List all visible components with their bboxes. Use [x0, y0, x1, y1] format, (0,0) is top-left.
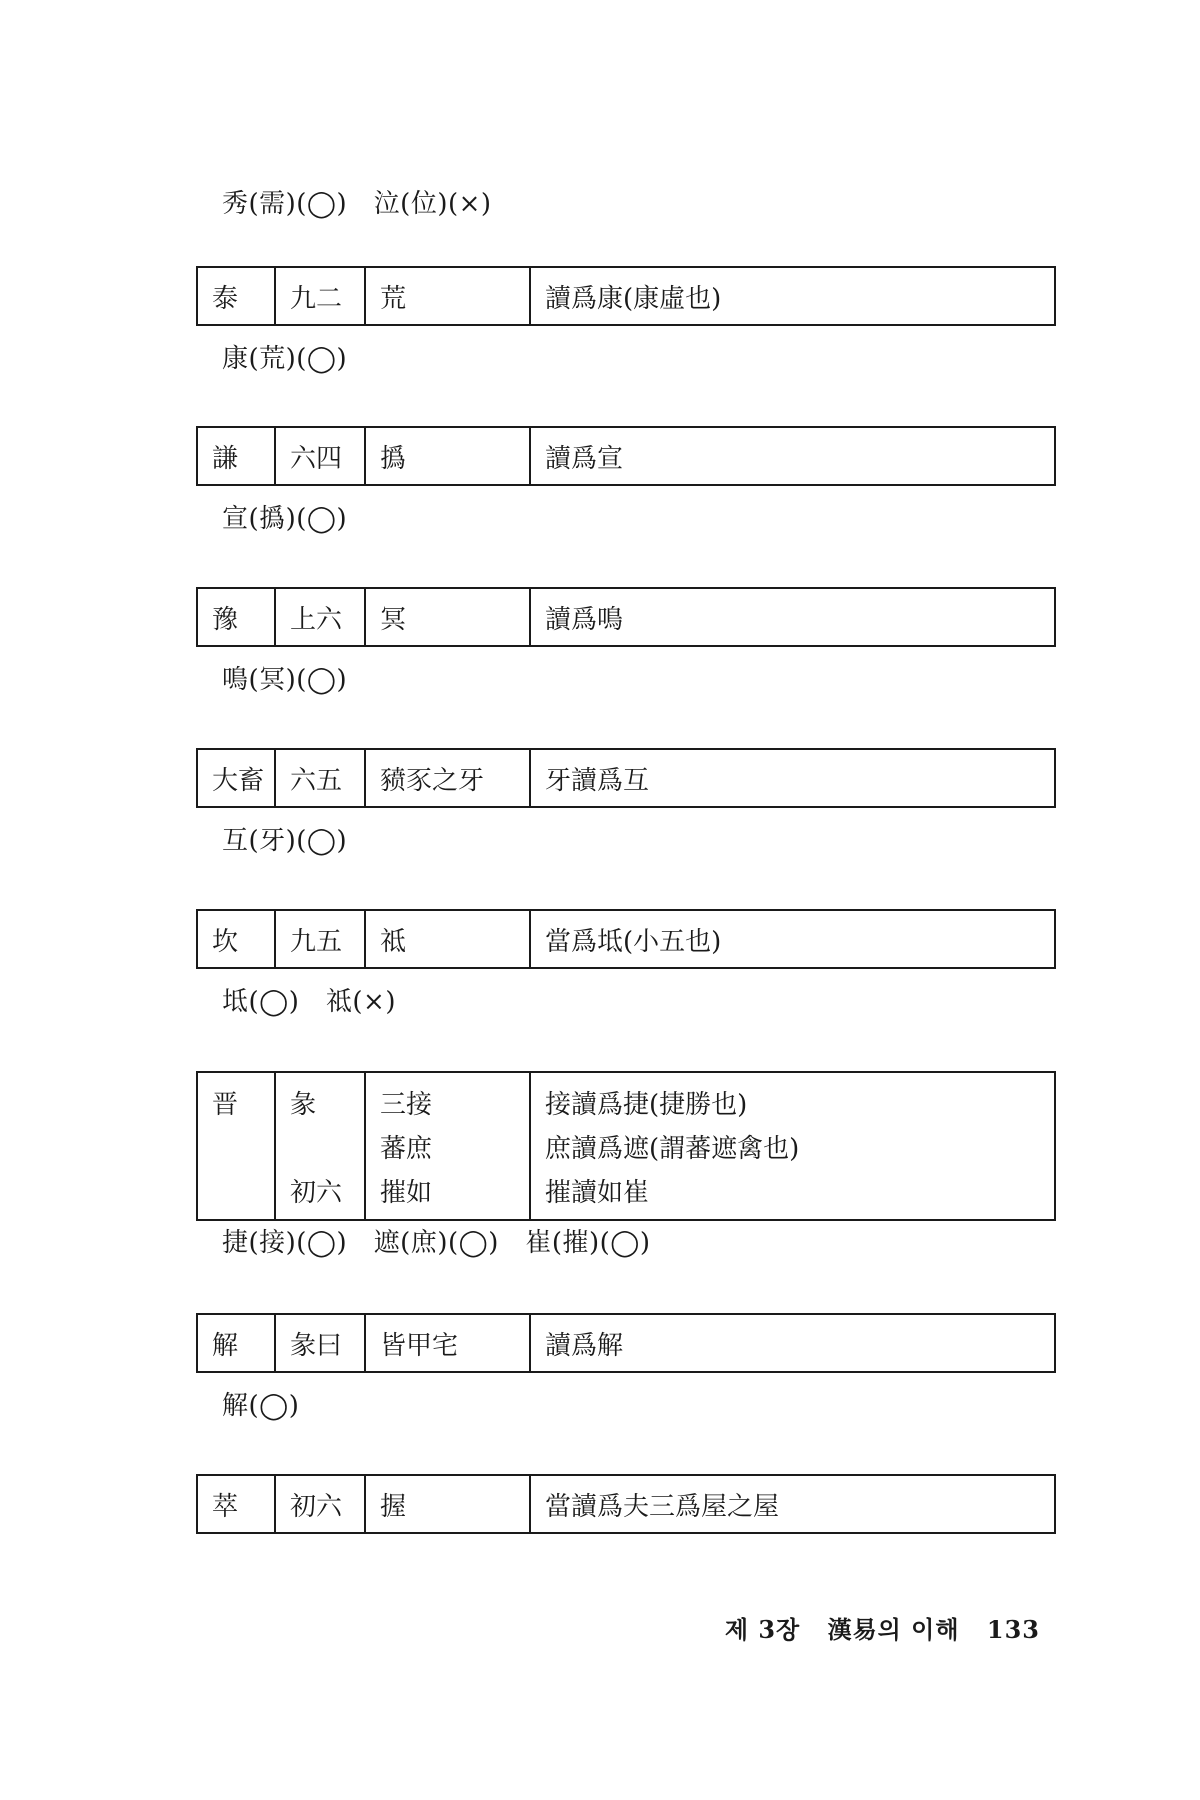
gloss-cell: 當讀爲夫三爲屋之屋: [530, 1475, 1055, 1533]
hexagram-cell: 大畜: [197, 749, 275, 807]
word-cell: 皆甲宅: [365, 1314, 530, 1372]
entry-table: [196, 1474, 1056, 1534]
line-cell: 上六: [275, 588, 365, 646]
gloss-cell: 讀爲鳴: [530, 588, 1055, 646]
line-cell: 六四: [275, 427, 365, 485]
gloss-label: 庶讀爲遮(謂蕃遮禽也): [545, 1134, 800, 1164]
line-cell: 六五: [275, 749, 365, 807]
entry-note: 捷(接)(◯) 遮(庶)(◯) 崔(摧)(◯): [222, 1228, 651, 1258]
page-footer: [707, 1610, 1040, 1645]
entry-table-jin: [196, 1071, 1056, 1221]
hexagram-cell: [197, 1072, 275, 1220]
entry-table: [196, 266, 1056, 326]
entry-note: 康(荒)(◯): [222, 344, 348, 374]
line-cell: 彖曰: [275, 1314, 365, 1372]
word-label: 蕃庶: [380, 1134, 433, 1164]
entry-note: 解(◯): [222, 1391, 300, 1421]
word-cell: 豮豕之牙: [365, 749, 530, 807]
hexagram-cell: 謙: [197, 427, 275, 485]
page-number: 133: [986, 1615, 1040, 1644]
top-note: 秀(需)(◯) 泣(位)(×): [222, 189, 492, 219]
word-label: 三接: [380, 1090, 433, 1120]
word-label: 摧如: [380, 1178, 433, 1208]
entry-table: [196, 748, 1056, 808]
entry-table: [196, 1313, 1056, 1373]
word-cell: [365, 1072, 530, 1220]
entry-table: [196, 426, 1056, 486]
hexagram-cell: 泰: [197, 267, 275, 325]
line-cell: 九二: [275, 267, 365, 325]
hexagram-label: 晋: [212, 1090, 239, 1120]
entry-note: 坻(◯) 祗(×): [222, 987, 396, 1017]
line-cell: [275, 1072, 365, 1220]
hexagram-cell: 豫: [197, 588, 275, 646]
line-label: 彖: [290, 1090, 317, 1120]
word-cell: 撝: [365, 427, 530, 485]
line-cell: 初六: [275, 1475, 365, 1533]
word-cell: 握: [365, 1475, 530, 1533]
gloss-cell: 當爲坻(小五也): [530, 910, 1055, 968]
line-cell: 九五: [275, 910, 365, 968]
entry-table: [196, 909, 1056, 969]
gloss-label: 摧讀如崔: [545, 1178, 650, 1208]
word-cell: 荒: [365, 267, 530, 325]
line-label: [290, 1127, 364, 1171]
entry-table: [196, 587, 1056, 647]
entry-note: 宣(撝)(◯): [222, 504, 348, 534]
entry-note: 鳴(冥)(◯): [222, 665, 348, 695]
line-label: 初六: [290, 1178, 343, 1208]
gloss-cell: 讀爲宣: [530, 427, 1055, 485]
hexagram-cell: 解: [197, 1314, 275, 1372]
gloss-cell: 讀爲康(康虛也): [530, 267, 1055, 325]
hexagram-cell: 萃: [197, 1475, 275, 1533]
gloss-cell: 讀爲解: [530, 1314, 1055, 1372]
gloss-label: 接讀爲捷(捷勝也): [545, 1090, 748, 1120]
chapter-title: 漢易의 이해: [827, 1615, 960, 1644]
word-cell: 祗: [365, 910, 530, 968]
chapter-label: 제 3장: [724, 1615, 801, 1644]
gloss-cell: 牙讀爲互: [530, 749, 1055, 807]
gloss-cell: [530, 1072, 1055, 1220]
entry-note: 互(牙)(◯): [222, 826, 348, 856]
word-cell: 冥: [365, 588, 530, 646]
hexagram-cell: 坎: [197, 910, 275, 968]
